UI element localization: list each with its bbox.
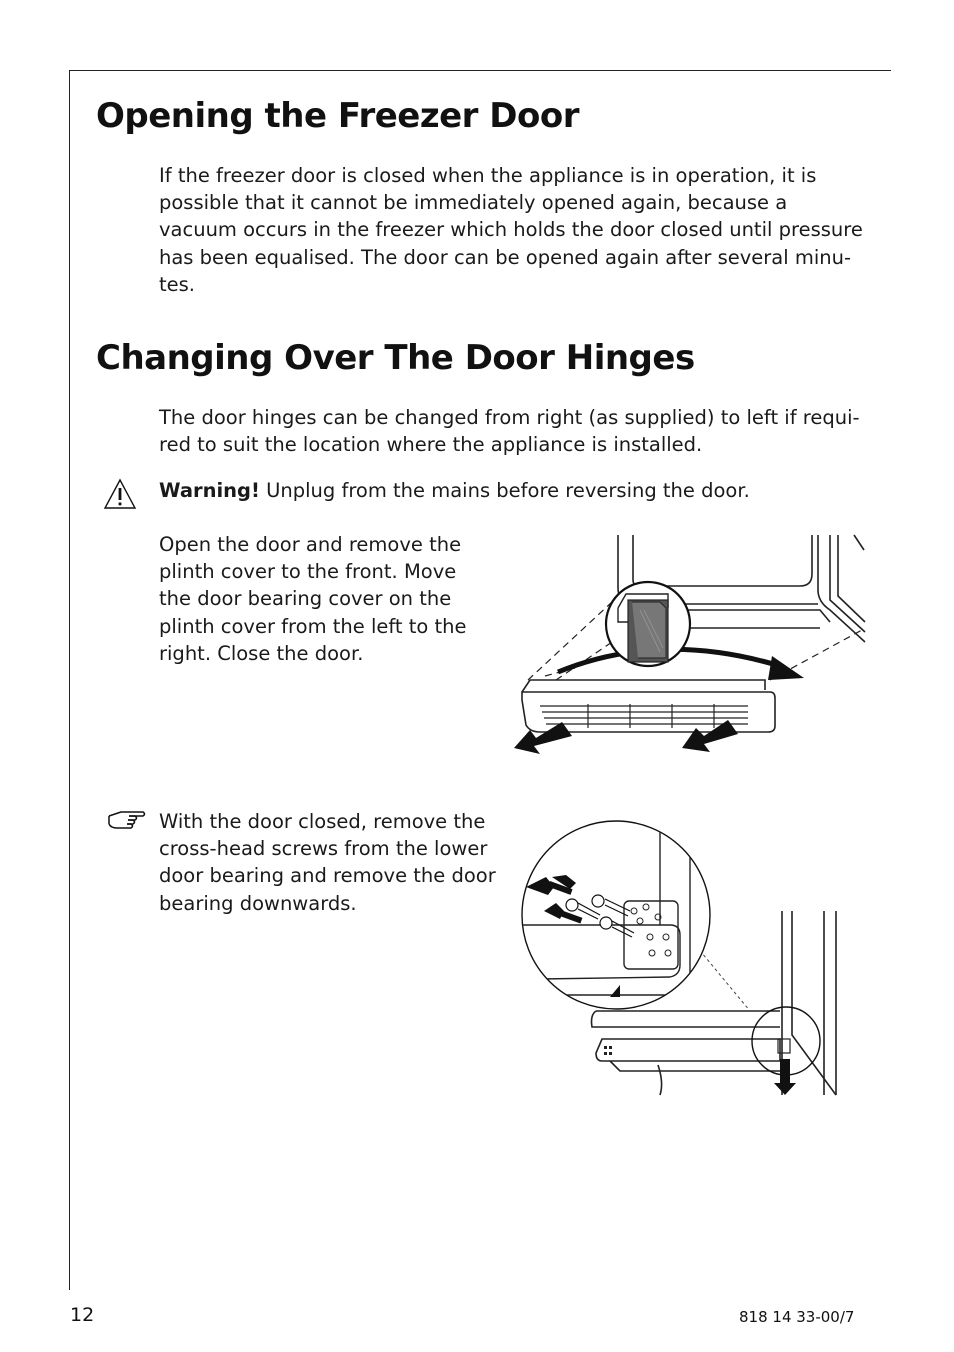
document-code: 818 14 33-00/7 bbox=[739, 1308, 855, 1326]
opening-door-paragraph: If the freezer door is closed when the appliance is in operation, it is possible that it cannot be immediately opened again, because a vacuum occurs in the freezer which holds the door closed until pressure has been equalised. The door can be opened again after several minu-tes. bbox=[159, 164, 863, 296]
pointing-hand-icon bbox=[107, 808, 147, 832]
plinth-cover-illustration bbox=[500, 530, 870, 762]
top-rule bbox=[69, 70, 891, 71]
warning-label: Warning! bbox=[159, 479, 260, 502]
warning-text: Unplug from the mains before reversing the door. bbox=[259, 479, 750, 502]
step2-paragraph: With the door closed, remove the cross-head screws from the lower door bearing and remove the door bearing downwards. bbox=[159, 810, 496, 915]
heading-changing-door-hinges: Changing Over The Door Hinges bbox=[96, 338, 695, 378]
door-bearing-illustration bbox=[510, 815, 850, 1100]
left-rule bbox=[69, 70, 70, 1290]
step1-paragraph: Open the door and remove the plinth cover to the front. Move the door bearing cover on the plinth cover from the left to the right. Close the door. bbox=[159, 533, 467, 665]
page-number: 12 bbox=[70, 1304, 95, 1326]
heading-opening-freezer-door: Opening the Freezer Door bbox=[96, 96, 579, 136]
hinges-intro-paragraph: The door hinges can be changed from right (as supplied) to left if requi-red to suit the location where the appliance is installed. bbox=[159, 406, 860, 457]
warning-paragraph bbox=[159, 477, 879, 504]
warning-triangle-icon bbox=[103, 478, 137, 510]
